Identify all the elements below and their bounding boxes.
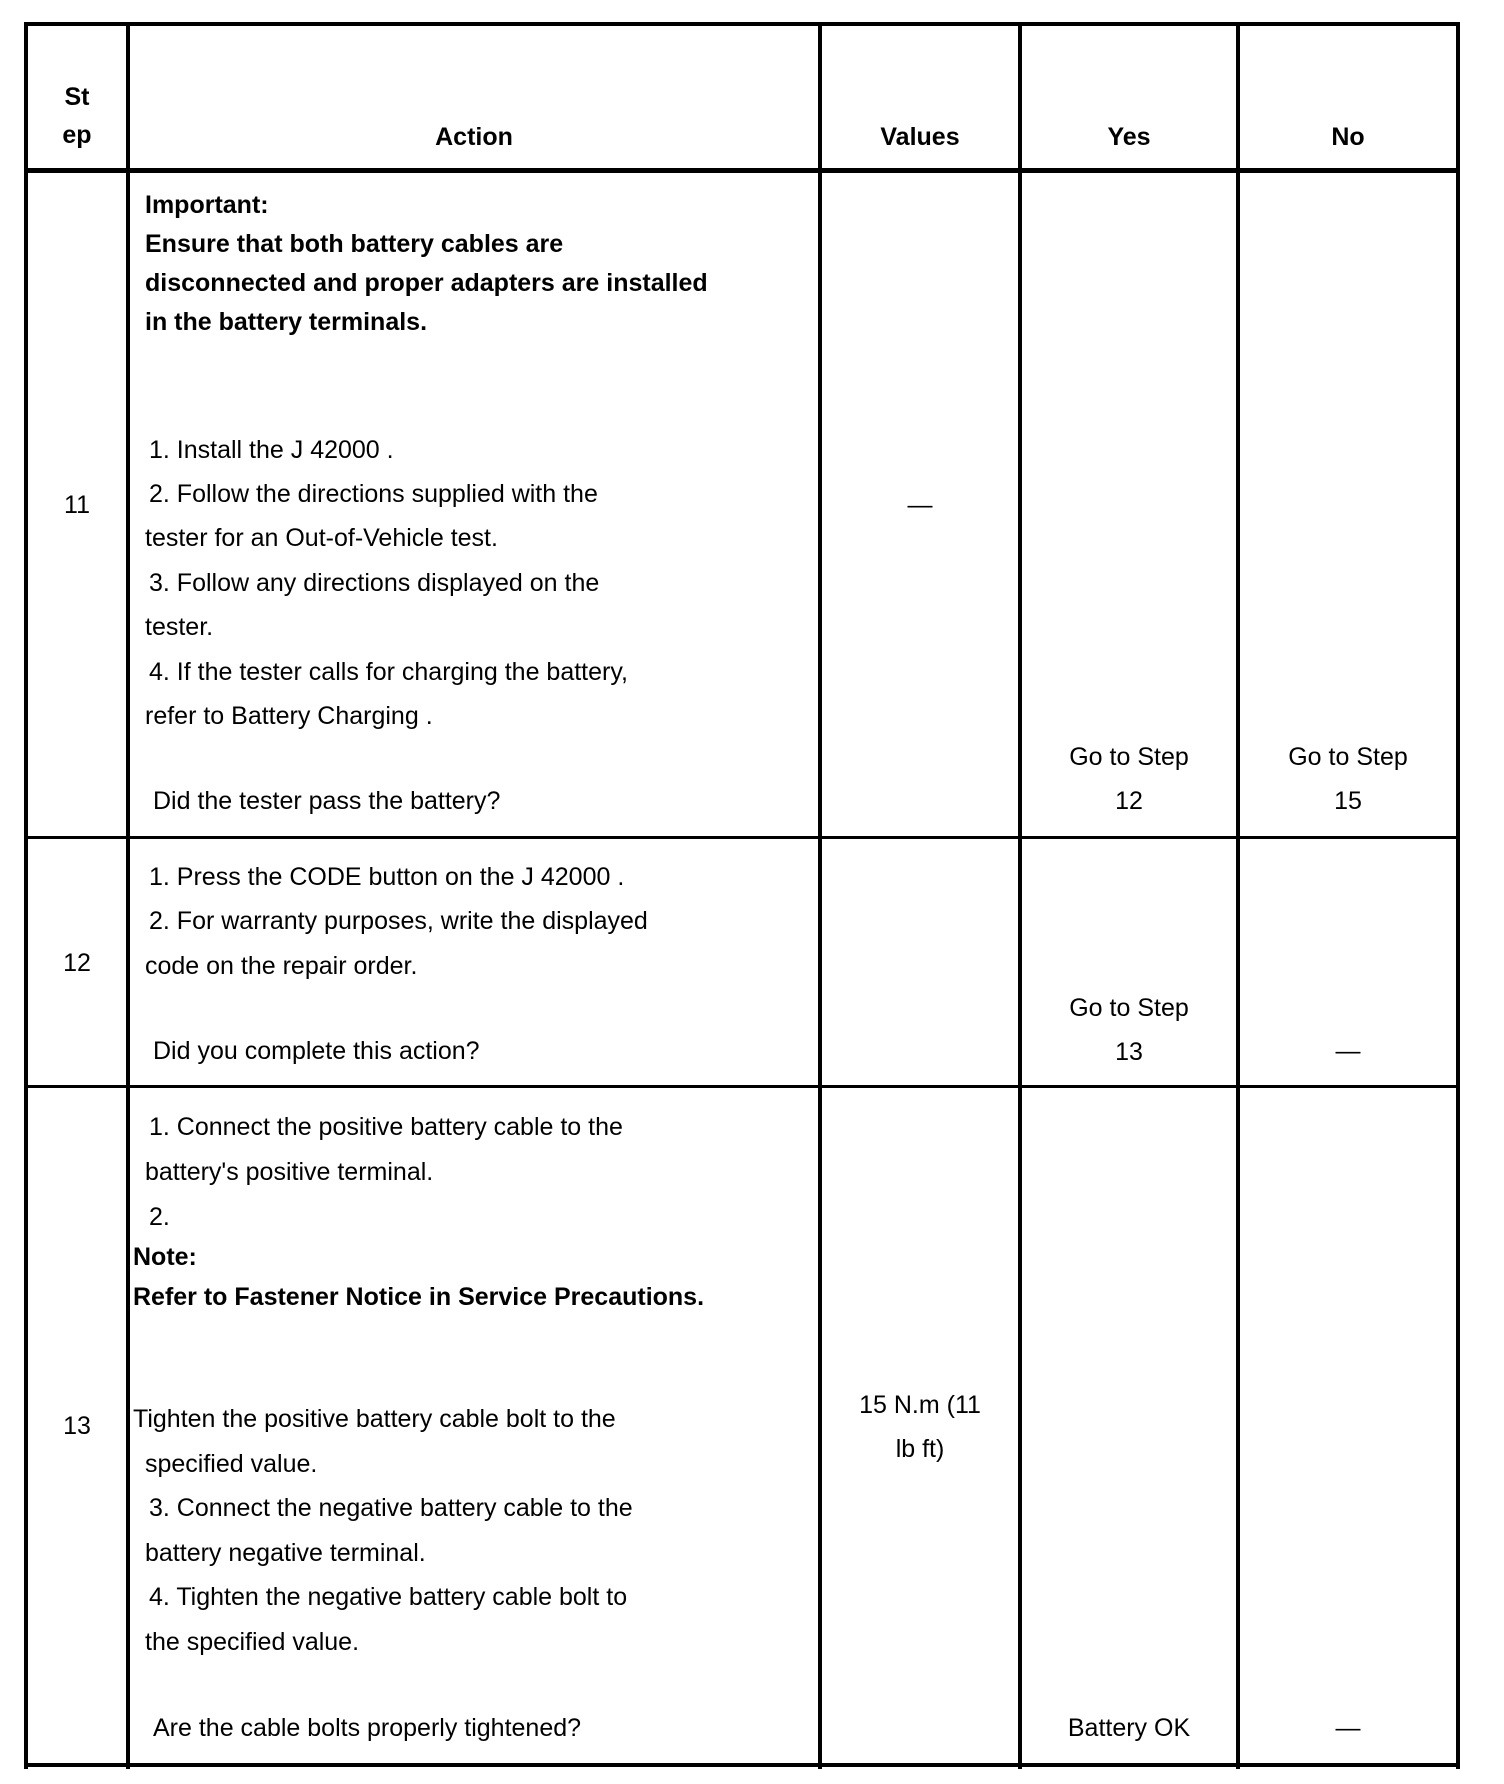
action-item: 3. Follow any directions displayed on the <box>149 569 600 597</box>
step-number: 12 <box>63 949 91 977</box>
header-action: Action <box>435 123 513 151</box>
note-label: Note: <box>133 1243 197 1271</box>
action-question: Did you complete this action? <box>153 1037 480 1065</box>
action-item: 2. For warranty purposes, write the displayed <box>149 907 648 935</box>
action-item: 1. Connect the positive battery cable to the <box>149 1113 623 1141</box>
header-no: No <box>1331 123 1365 151</box>
action-item: tester for an Out-of-Vehicle test. <box>145 524 498 552</box>
column-divider <box>1018 24 1022 1769</box>
important-label: Important: <box>145 191 269 219</box>
torque-unit: lb ft) <box>895 1435 945 1463</box>
action-item: 2. Follow the directions supplied with the <box>149 480 598 508</box>
action-question: Did the tester pass the battery? <box>153 787 501 815</box>
action-item: refer to Battery Charging . <box>145 702 433 730</box>
no-cell: — <box>1335 1037 1361 1065</box>
table-border-left <box>24 24 28 1769</box>
header-values: Values <box>880 123 960 151</box>
no-cell <box>1240 742 1456 816</box>
header-step-line2: ep <box>62 121 92 149</box>
important-line: Ensure that both battery cables are <box>145 230 564 258</box>
values-cell: — <box>907 491 933 519</box>
action-item: code on the repair order. <box>145 952 418 980</box>
action-item: the specified value. <box>145 1628 360 1656</box>
row-divider <box>24 1085 1460 1088</box>
row-divider <box>24 836 1460 839</box>
step-number: 13 <box>63 1412 91 1440</box>
action-item: 2. <box>149 1203 170 1231</box>
action-item: 1. Press the CODE button on the J 42000 . <box>149 863 625 891</box>
yes-cell <box>1022 742 1236 816</box>
no-step-number: 15 <box>1334 787 1362 815</box>
action-item: 3. Connect the negative battery cable to the <box>149 1494 633 1522</box>
action-item: 4. Tighten the negative battery cable bolt to <box>149 1583 628 1611</box>
no-cell: — <box>1335 1714 1361 1742</box>
values-cell <box>822 1390 1018 1464</box>
important-line: disconnected and proper adapters are installed <box>145 269 708 297</box>
column-divider <box>126 24 130 1769</box>
step-number: 11 <box>64 491 90 519</box>
yes-text: Go to Step <box>1069 994 1189 1022</box>
action-item: 4. If the tester calls for charging the battery, <box>149 658 628 686</box>
important-line: in the battery terminals. <box>145 308 428 336</box>
column-divider <box>1236 24 1240 1769</box>
no-text: Go to Step <box>1288 743 1408 771</box>
action-item: battery negative terminal. <box>145 1539 426 1567</box>
header-divider <box>24 168 1460 173</box>
column-divider <box>818 24 822 1769</box>
yes-step-number: 13 <box>1115 1038 1143 1066</box>
yes-cell: Battery OK <box>1067 1714 1191 1742</box>
table-border-top <box>24 22 1460 26</box>
action-item: tester. <box>145 613 214 641</box>
torque-value: 15 N.m (11 <box>859 1391 981 1419</box>
yes-step-number: 12 <box>1115 787 1143 815</box>
action-item: 1. Install the J 42000 . <box>149 436 394 464</box>
note-text: Refer to Fastener Notice in Service Precautions. <box>133 1283 705 1311</box>
yes-cell <box>1022 993 1236 1067</box>
action-item: battery's positive terminal. <box>145 1158 434 1186</box>
header-step <box>28 82 126 150</box>
action-item: Tighten the positive battery cable bolt to the <box>133 1405 616 1433</box>
yes-text: Go to Step <box>1069 743 1189 771</box>
table-border-right <box>1456 24 1460 1769</box>
action-question: Are the cable bolts properly tightened? <box>153 1714 582 1742</box>
header-yes: Yes <box>1107 123 1151 151</box>
table-border-bottom <box>24 1763 1460 1767</box>
action-item: specified value. <box>145 1450 318 1478</box>
header-step-line1: St <box>64 83 90 111</box>
